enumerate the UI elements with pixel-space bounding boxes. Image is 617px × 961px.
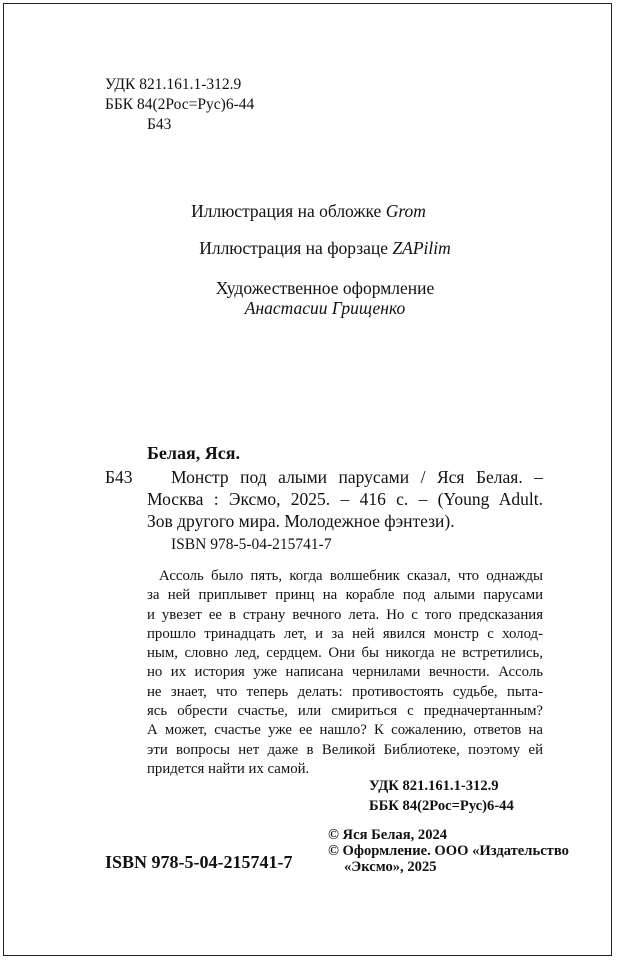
cover-illustration-credit <box>0 200 617 222</box>
description-line: Москва : Эксмо, 2025. – 416 с. – (Young Adult. <box>147 489 543 509</box>
endpaper-illustration-artist: ZAPilim <box>392 238 451 258</box>
copyright-author: © Яся Белая, 2024 <box>328 827 448 843</box>
udk-code-repeat: УДК 821.161.1-312.9 <box>369 778 499 794</box>
annotation-line: но их история уже написана чернилами вечности. Ассоль <box>147 664 543 681</box>
copyright-design-line1: © Оформление. ООО «Издательство <box>328 843 569 859</box>
annotation-line: А может, счастье уже ее нашло? К сожалению, ответов на <box>147 722 543 739</box>
annotation-line: эти вопросы нет даже в Великой Библиотеке, поэтому ей <box>147 741 543 758</box>
cover-illustration-label: Иллюстрация на обложке <box>191 201 382 221</box>
annotation-line: придется найти их самой. <box>147 760 310 777</box>
annotation-line: ясь обрести счастье, или смириться с предначертанным? <box>147 703 543 720</box>
record-description <box>147 466 543 532</box>
annotation-line: ным, словно лед, сердцем. Они бы никогда не встретились, <box>147 645 543 662</box>
description-line: Монстр под алыми парусами / Яся Белая. – <box>171 467 543 487</box>
endpaper-illustration-credit <box>0 237 617 259</box>
record-isbn: ISBN 978-5-04-215741-7 <box>171 536 332 553</box>
record-author-heading: Белая, Яся. <box>147 443 240 463</box>
cover-illustration-artist: Grom <box>385 201 426 221</box>
footer-isbn: ISBN 978-5-04-215741-7 <box>105 852 293 872</box>
annotation-line: Ассоль было пять, когда волшебник сказал, что однажды <box>159 568 543 584</box>
author-mark: Б43 <box>147 116 172 133</box>
copyright-design-line2: «Эксмо», 2025 <box>344 859 437 875</box>
annotation <box>147 567 543 779</box>
design-credit-label: Художественное оформление <box>215 278 435 298</box>
endpaper-illustration-label: Иллюстрация на форзаце <box>199 238 389 258</box>
udk-code: УДК 821.161.1-312.9 <box>105 76 242 93</box>
design-credit-artist: Анастасии Грищенко <box>244 298 406 318</box>
annotation-line: прошло тринадцать лет, и за ней явился монстр с холод- <box>147 625 543 642</box>
annotation-line: и увезет ее в страну вечного лета. Но с того предсказания <box>147 606 543 623</box>
bbk-code: ББК 84(2Рос=Рус)6-44 <box>105 96 255 113</box>
annotation-line: не знает, что теперь делать: противостоять судьбе, пыта- <box>147 683 543 700</box>
record-author-mark: Б43 <box>105 467 133 487</box>
annotation-line: за ней приплывет принц на корабле под алыми парусами <box>147 587 543 604</box>
bbk-code-repeat: ББК 84(2Рос=Рус)6-44 <box>369 798 514 814</box>
description-line: Зов другого мира. Молодежное фэнтези). <box>147 511 455 531</box>
